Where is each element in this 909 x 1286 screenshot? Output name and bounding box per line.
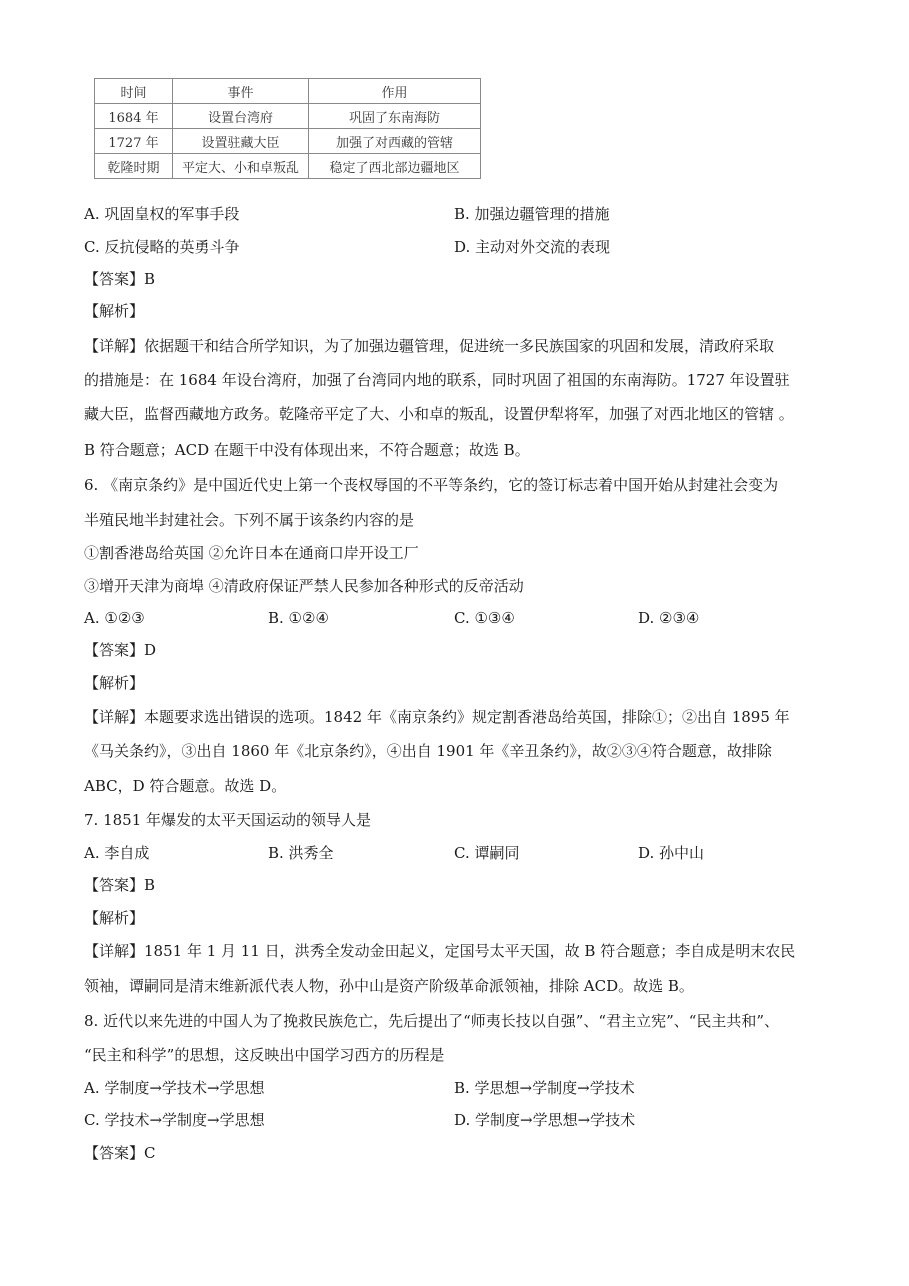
q5-option-a: A. 巩固皇权的军事手段: [84, 205, 240, 223]
q7-option-b: B. 洪秀全: [268, 844, 334, 862]
table-header-row: [95, 79, 481, 104]
table-row: [95, 104, 481, 129]
history-table: [94, 78, 481, 179]
q6-option-a: A. ①②③: [84, 609, 145, 627]
table-header-cell: 时间: [95, 79, 173, 104]
q6-item-line: ①割香港岛给英国 ②允许日本在通商口岸开设工厂: [84, 544, 419, 562]
table-cell: 1684 年: [95, 104, 173, 129]
table-cell: 1727 年: [95, 129, 173, 154]
q7-answer: 【答案】B: [84, 876, 156, 894]
q5-option-c: C. 反抗侵略的英勇斗争: [84, 238, 240, 256]
q7-detail-line: 【详解】1851 年 1 月 11 日，洪秀全发动金田起义，定国号太平天国，故 B 符合题意；李自成是明末农民: [84, 942, 796, 960]
q8-option-a: A. 学制度→学技术→学思想: [84, 1079, 265, 1097]
q8-option-b: B. 学思想→学制度→学技术: [454, 1079, 635, 1097]
table-cell: 设置台湾府: [173, 104, 309, 129]
q6-option-b: B. ①②④: [268, 609, 329, 627]
q5-answer: 【答案】B: [84, 270, 156, 288]
q8-stem-line: 8. 近代以来先进的中国人为了挽救民族危亡，先后提出了“师夷长技以自强”、“君主立宪”、“民主共和”、: [84, 1012, 780, 1030]
q5-option-b: B. 加强边疆管理的措施: [454, 205, 610, 223]
q8-option-d: D. 学制度→学思想→学技术: [454, 1111, 636, 1129]
table-header-cell: 作用: [309, 79, 481, 104]
table-header-cell: 事件: [173, 79, 309, 104]
q5-option-d: D. 主动对外交流的表现: [454, 238, 611, 256]
q6-option-c: C. ①③④: [454, 609, 515, 627]
q6-answer: 【答案】D: [84, 641, 157, 659]
q7-stem: 7. 1851 年爆发的太平天国运动的领导人是: [84, 811, 372, 829]
table-row: [95, 129, 481, 154]
q7-option-d: D. 孙中山: [638, 844, 705, 862]
table-cell: 乾隆时期: [95, 154, 173, 179]
q7-option-a: A. 李自成: [84, 844, 150, 862]
table-cell: 加强了对西藏的管辖: [309, 129, 481, 154]
table-row: [95, 154, 481, 179]
q5-detail-line: 的措施是：在 1684 年设台湾府，加强了台湾同内地的联系，同时巩固了祖国的东南海防。1727 年设置驻: [84, 371, 790, 389]
q6-detail-line: 《马关条约》，③出自 1860 年《北京条约》，④出自 1901 年《辛丑条约》，故②③④符合题意，故排除: [84, 742, 772, 760]
q5-detail-line: B 符合题意；ACD 在题干中没有体现出来，不符合题意；故选 B。: [84, 441, 530, 459]
q6-item-line: ③增开天津为商埠 ④清政府保证严禁人民参加各种形式的反帝活动: [84, 577, 524, 595]
q6-option-d: D. ②③④: [638, 609, 700, 627]
q6-stem-line: 半殖民地半封建社会。下列不属于该条约内容的是: [84, 511, 415, 529]
q6-stem-line: 6. 《南京条约》是中国近代史上第一个丧权辱国的不平等条约，它的签订标志着中国开始从封建社会变为: [84, 476, 779, 494]
q8-stem-line: “民主和科学”的思想，这反映出中国学习西方的历程是: [84, 1046, 445, 1064]
q6-analysis-label: 【解析】: [84, 674, 145, 692]
q6-detail-line: 【详解】本题要求选出错误的选项。1842 年《南京条约》规定割香港岛给英国，排除①；②出自 1895 年: [84, 708, 790, 726]
q7-option-c: C. 谭嗣同: [454, 844, 520, 862]
q5-detail-line: 藏大臣，监督西藏地方政务。乾隆帝平定了大、小和卓的叛乱，设置伊犁将军，加强了对西北地区的管辖 。: [84, 405, 794, 423]
q6-detail-line: ABC，D 符合题意。故选 D。: [84, 777, 287, 795]
table-cell: 设置驻藏大臣: [173, 129, 309, 154]
table-cell: 巩固了东南海防: [309, 104, 481, 129]
q7-detail-line: 领袖，谭嗣同是清末维新派代表人物，孙中山是资产阶级革命派领袖，排除 ACD。故选 B。: [84, 977, 694, 995]
table-cell: 平定大、小和卓叛乱: [173, 154, 309, 179]
table-cell: 稳定了西北部边疆地区: [309, 154, 481, 179]
q5-analysis-label: 【解析】: [84, 302, 145, 320]
q8-answer: 【答案】C: [84, 1144, 156, 1162]
q5-detail-line: 【详解】依据题干和结合所学知识，为了加强边疆管理，促进统一多民族国家的巩固和发展，清政府采取: [84, 337, 775, 355]
q8-option-c: C. 学技术→学制度→学思想: [84, 1111, 265, 1129]
q7-analysis-label: 【解析】: [84, 909, 145, 927]
